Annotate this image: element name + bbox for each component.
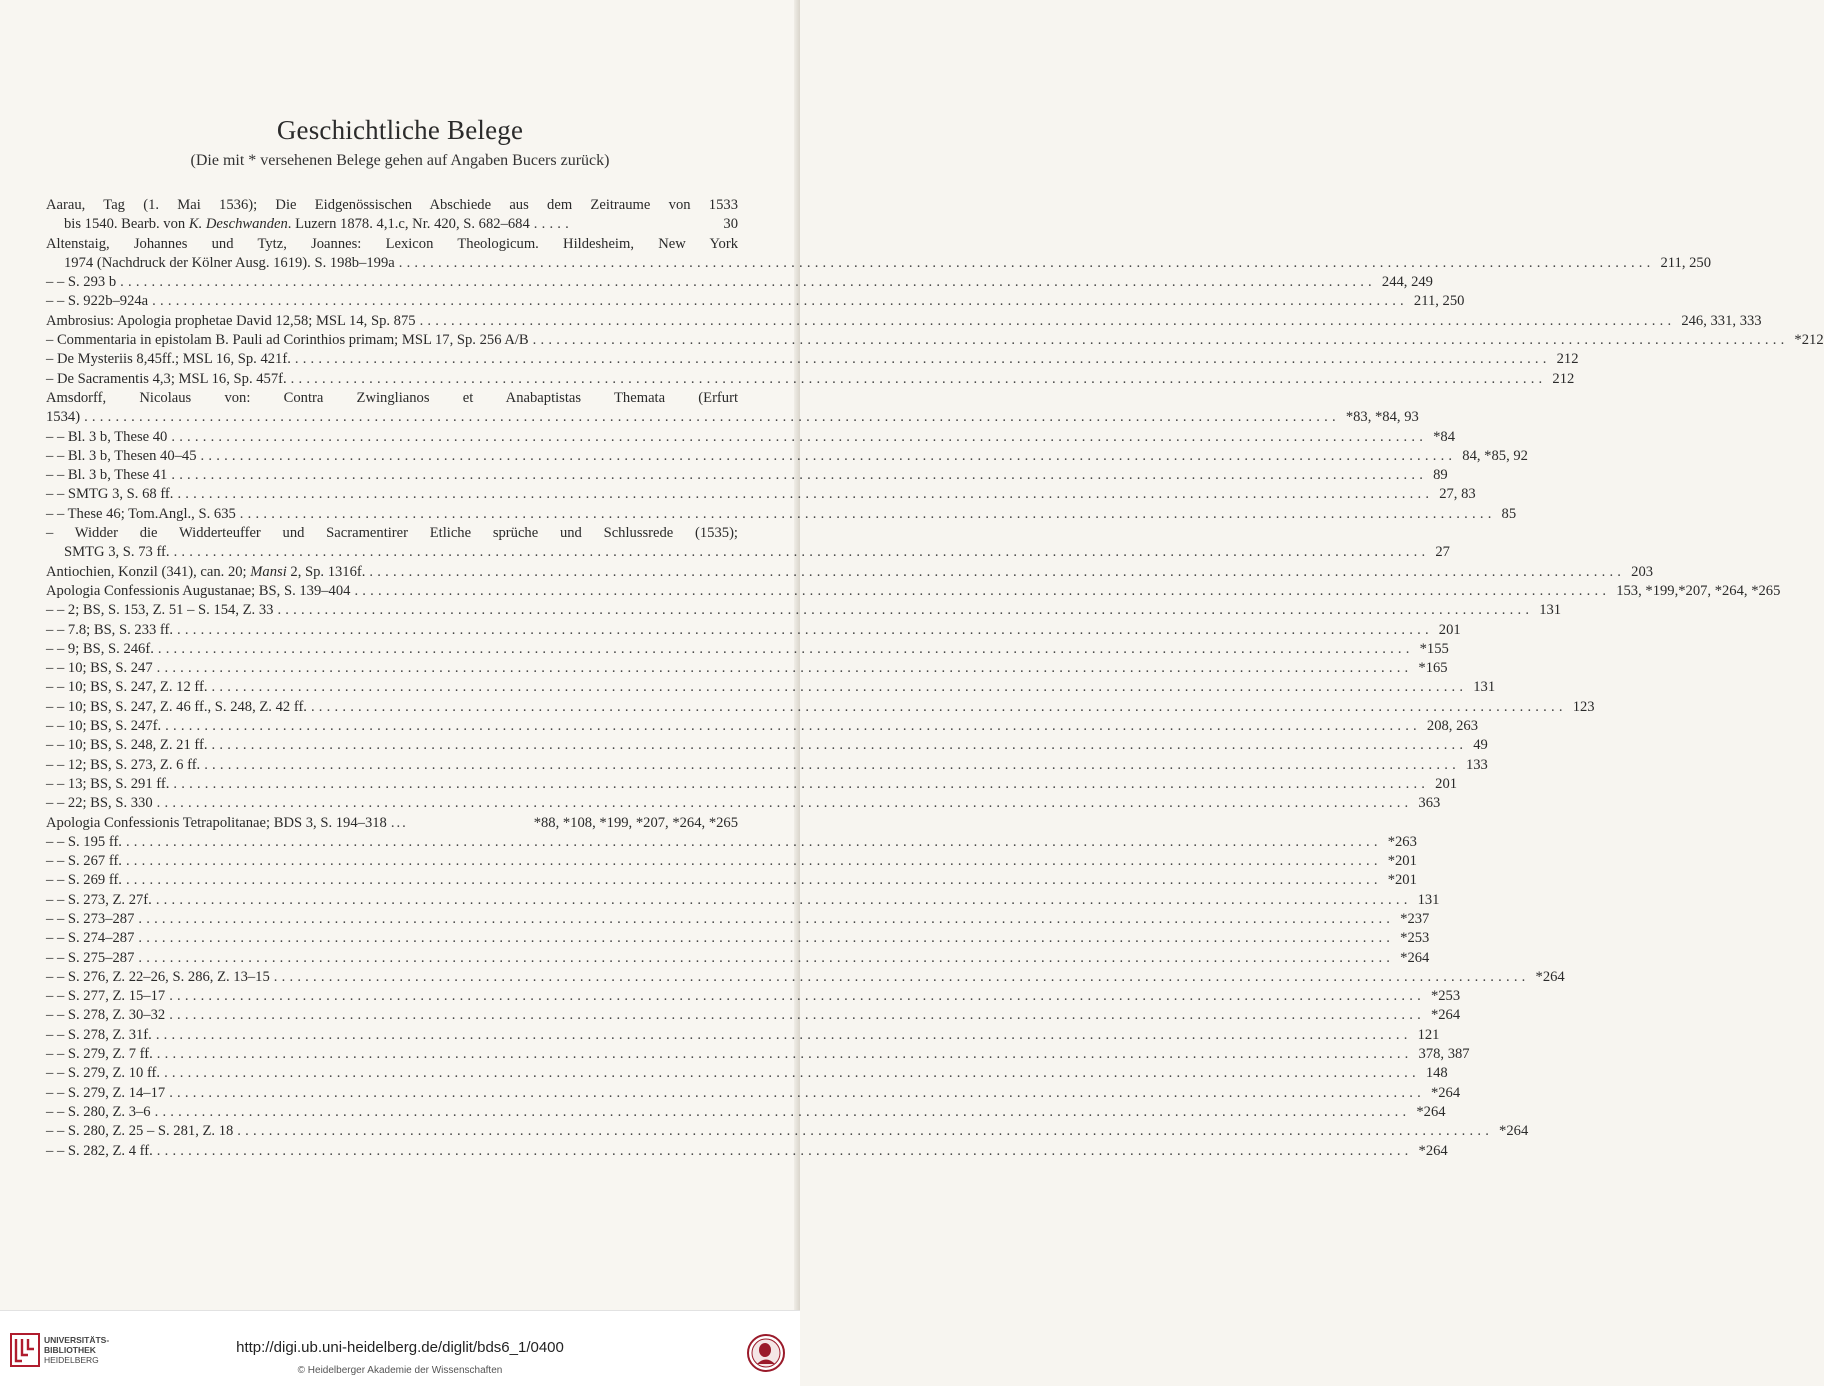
list-item: – – Bl. 3 b, These 40 ................................................................................................................................................................ *84 [46, 428, 1455, 445]
list-item: Antiochien, Konzil (341), can. 20; Mansi 2, Sp. 1316f. ................................................................................................................................................................ 203 [46, 563, 1654, 580]
list-item: – – 13; BS, S. 291 ff. ................................................................................................................................................................ 201 [46, 775, 1458, 792]
list-item: – – S. 279, Z. 14–17 ................................................................................................................................................................ *264 [46, 1084, 1461, 1101]
list-item: – – Bl. 3 b, Thesen 40–45 ................................................................................................................................................................ 84, *85, 92 [46, 447, 1528, 464]
list-item: Amsdorff, Nicolaus von: Contra Zwinglianos et Anabaptistas Themata (Erfurt [46, 389, 738, 406]
list-item: – – S. 273–287 ................................................................................................................................................................ *237 [46, 910, 1430, 927]
list-item: – – These 46; Tom.Angl., S. 635 ................................................................................................................................................................ 85 [46, 505, 1517, 522]
permalink-url[interactable]: http://digi.ub.uni-heidelberg.de/diglit/bds6_1/0400 [236, 1339, 564, 1356]
list-item: – – S. 274–287 ................................................................................................................................................................ *253 [46, 930, 1430, 947]
list-item: – – S. 273, Z. 27f. ................................................................................................................................................................ 131 [46, 891, 1440, 908]
list-item: – – S. 279, Z. 7 ff. ................................................................................................................................................................ 378, 387 [46, 1046, 1470, 1063]
viewer-footer [0, 1310, 800, 1386]
list-item: – De Mysteriis 8,45ff.; MSL 16, Sp. 421f. ................................................................................................................................................................ 212 [46, 351, 1579, 368]
list-item: – – S. 278, Z. 31f. ................................................................................................................................................................ 121 [46, 1026, 1440, 1043]
list-item: – – S. 280, Z. 3–6 ................................................................................................................................................................ *264 [46, 1103, 1446, 1120]
list-item: – – S. 195 ff. ................................................................................................................................................................ *263 [46, 833, 1417, 850]
list-item: – – S. 279, Z. 10 ff. ................................................................................................................................................................ 148 [46, 1065, 1448, 1082]
list-item: – – 12; BS, S. 273, Z. 6 ff. ................................................................................................................................................................ 133 [46, 756, 1488, 773]
list-item: – – 9; BS, S. 246f. ................................................................................................................................................................ *155 [46, 640, 1449, 657]
list-item: – – 10; BS, S. 247 ................................................................................................................................................................ *165 [46, 660, 1448, 677]
list-item: – – S. 280, Z. 25 – S. 281, Z. 18 ................................................................................................................................................................ *264 [46, 1123, 1529, 1140]
list-item: – – S. 277, Z. 15–17 ................................................................................................................................................................ *253 [46, 988, 1461, 1005]
list-item: – – 10; BS, S. 247f. ................................................................................................................................................................ 208, 263 [46, 718, 1478, 735]
list-item: – – S. 922b–924a ................................................................................................................................................................ 211, 250 [46, 293, 1465, 310]
list-item: – – S. 276, Z. 22–26, S. 286, Z. 13–15 ................................................................................................................................................................ *264 [46, 968, 1565, 985]
list-item: – – S. 267 ff. ................................................................................................................................................................ *201 [46, 853, 1417, 870]
list-item: – – S. 293 b ................................................................................................................................................................ 244, 249 [46, 274, 1433, 291]
list-item: – – S. 282, Z. 4 ff. ................................................................................................................................................................ *264 [46, 1142, 1448, 1159]
list-item: – Widder die Widderteuffer und Sacramentirer Etliche sprüche und Schlussrede (1535); [46, 525, 738, 542]
academy-seal-icon[interactable] [746, 1333, 786, 1373]
list-item: Apologia Confessionis Tetrapolitanae; BDS 3, S. 194–318 ... *88, *108, *199, *207, *264, *265 [46, 814, 738, 831]
list-item: – – Bl. 3 b, These 41 ................................................................................................................................................................ 89 [46, 467, 1448, 484]
copyright-notice: © Heidelberger Akademie der Wissenschaften [297, 1365, 503, 1376]
reference-list [46, 196, 1824, 1161]
list-item: – – 2; BS, S. 153, Z. 51 – S. 154, Z. 33 ................................................................................................................................................................ 131 [46, 602, 1562, 619]
list-item: – – S. 275–287 ................................................................................................................................................................ *264 [46, 949, 1430, 966]
list-item: – – 10; BS, S. 247, Z. 46 ff., S. 248, Z. 42 ff. ................................................................................................................................................................ 123 [46, 698, 1595, 715]
list-item: Ambrosius: Apologia prophetae David 12,58; MSL 14, Sp. 875 ................................................................................................................................................................ 246, 331, 333 [46, 312, 1762, 329]
list-item: – Commentaria in epistolam B. Pauli ad Corinthios primam; MSL 17, Sp. 256 A/B ................................................................................................................................................................ *212 [46, 332, 1824, 349]
library-name[interactable]: UNIVERSITÄTS- BIBLIOTHEK HEIDELBERG [44, 1335, 110, 1365]
list-item: 1974 (Nachdruck der Kölner Ausg. 1619). S. 198b–199a ................................................................................................................................................................ 211, 250 [64, 254, 1712, 271]
list-item: Altenstaig, Johannes und Tytz, Joannes: Lexicon Theologicum. Hildesheim, New York [46, 235, 738, 252]
list-item: – – S. 269 ff. ................................................................................................................................................................ *201 [46, 872, 1417, 889]
list-item: – De Sacramentis 4,3; MSL 16, Sp. 457f. ................................................................................................................................................................ 212 [46, 370, 1575, 387]
list-item: SMTG 3, S. 73 ff. ................................................................................................................................................................ 27 [64, 544, 1450, 561]
list-item: – – S. 278, Z. 30–32 ................................................................................................................................................................ *264 [46, 1007, 1461, 1024]
page-title: Geschichtliche Belege [276, 115, 524, 145]
page-subtitle: (Die mit * versehenen Belege gehen auf Angaben Bucers zurück) [190, 152, 610, 169]
list-item: – – SMTG 3, S. 68 ff. ................................................................................................................................................................ 27, 83 [46, 486, 1476, 503]
list-item: 1534) ................................................................................................................................................................ *83, *84, 93 [46, 409, 1419, 426]
list-item: – – 10; BS, S. 248, Z. 21 ff. ................................................................................................................................................................ 49 [46, 737, 1488, 754]
list-item: Aarau, Tag (1. Mai 1536); Die Eidgenössischen Abschiede aus dem Zeitraume von 1533 [46, 197, 738, 213]
list-item: – – 22; BS, S. 330 ................................................................................................................................................................ 363 [46, 795, 1441, 812]
list-item: bis 1540. Bearb. von K. Deschwanden. Luzern 1878. 4,1.c, Nr. 420, S. 682–684 ..... 30 [64, 216, 738, 233]
list-item: – – 7.8; BS, S. 233 ff. ................................................................................................................................................................ 201 [46, 621, 1461, 638]
list-item: Apologia Confessionis Augustanae; BS, S. 139–404 ................................................................................................................................................................ 153, *199,*207, *264, *265 [46, 582, 1781, 599]
list-item: – – 10; BS, S. 247, Z. 12 ff. ................................................................................................................................................................ 131 [46, 679, 1496, 696]
